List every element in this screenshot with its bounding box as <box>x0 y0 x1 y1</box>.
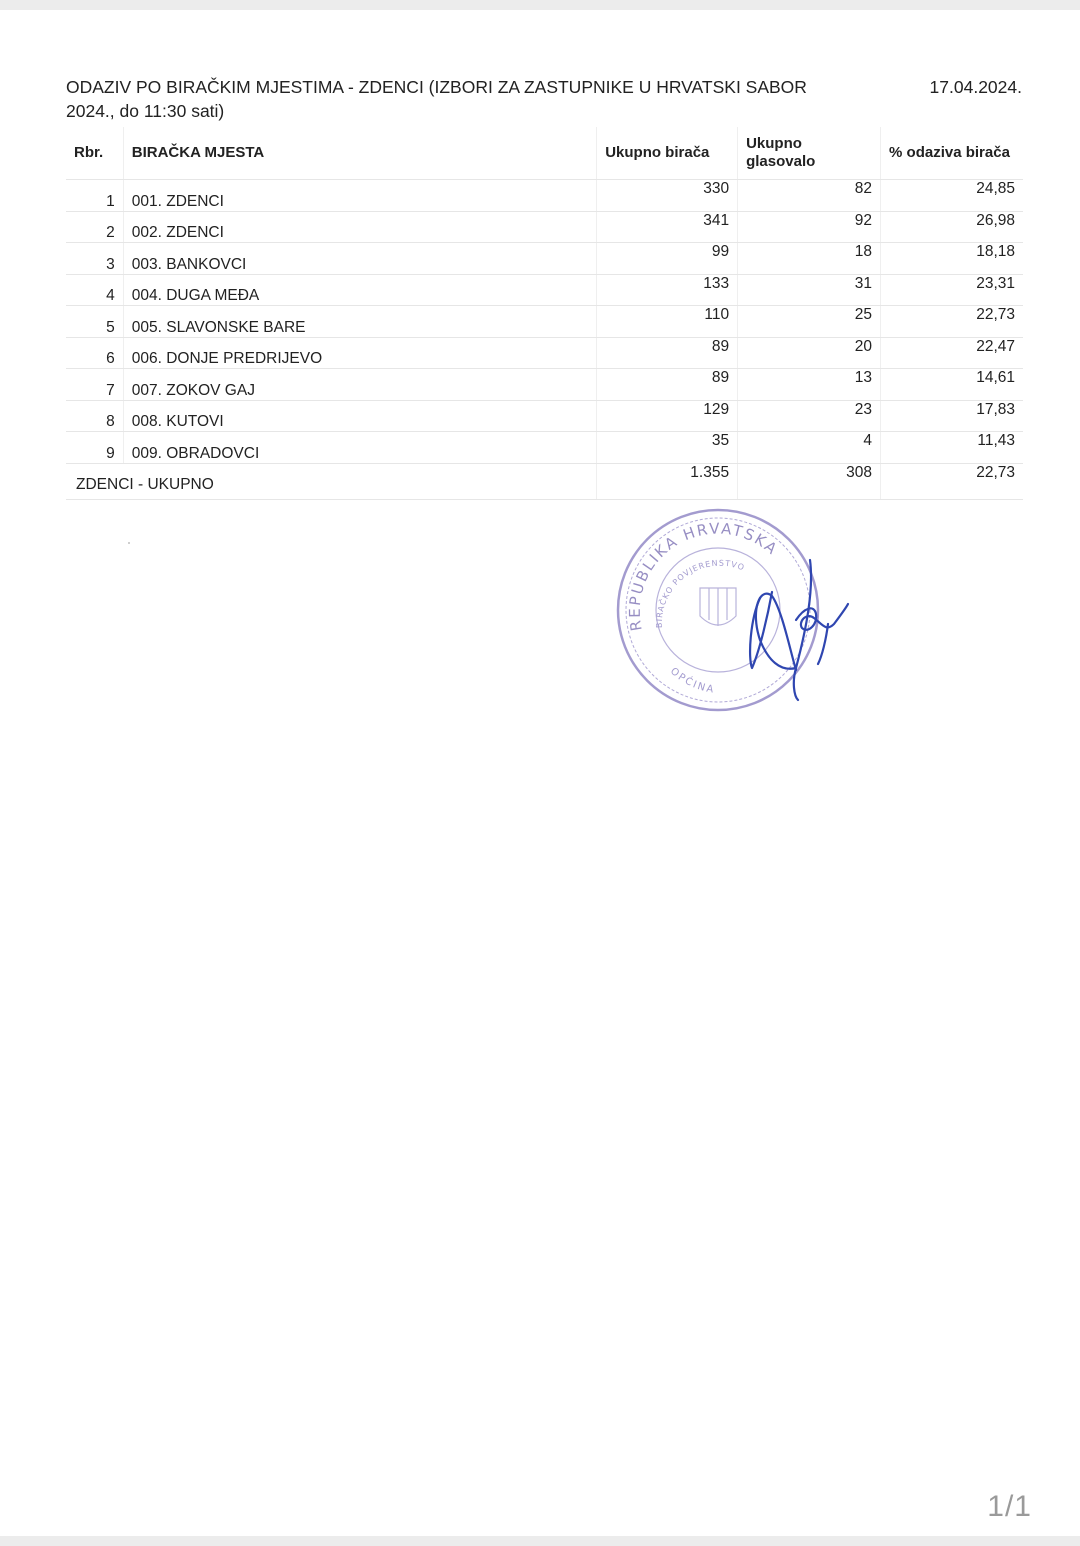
stamp-bottom-text: OPĆINA <box>667 665 717 696</box>
document-page <box>0 10 1080 1536</box>
cell-rbr: 4 <box>66 274 123 306</box>
cell-voters: 129 <box>597 400 738 432</box>
document-title <box>66 75 886 123</box>
cell-voters: 89 <box>597 337 738 369</box>
table-row <box>66 243 1023 275</box>
official-stamp-graphic <box>600 500 860 720</box>
table-row <box>66 369 1023 401</box>
total-voters: 1.355 <box>597 463 738 500</box>
cell-voted: 13 <box>738 369 881 401</box>
header-rbr: Rbr. <box>66 127 123 180</box>
cell-voted: 4 <box>738 432 881 464</box>
cell-voters: 99 <box>597 243 738 275</box>
cell-turnout: 23,31 <box>881 274 1023 306</box>
cell-rbr: 5 <box>66 306 123 338</box>
table-row <box>66 306 1023 338</box>
cell-place: 003. BANKOVCI <box>123 243 596 275</box>
cell-place: 007. ZOKOV GAJ <box>123 369 596 401</box>
stamp-outer-text: REPUBLIKA HRVATSKA <box>625 519 782 633</box>
table-row <box>66 400 1023 432</box>
header-voted: Ukupno glasovalo <box>738 127 881 180</box>
turnout-table <box>66 127 1023 500</box>
cell-voted: 82 <box>738 180 881 212</box>
cell-turnout: 26,98 <box>881 211 1023 243</box>
cell-voters: 330 <box>597 180 738 212</box>
cell-rbr: 9 <box>66 432 123 464</box>
cell-turnout: 22,73 <box>881 306 1023 338</box>
cell-place: 002. ZDENCI <box>123 211 596 243</box>
cell-rbr: 1 <box>66 180 123 212</box>
cell-place: 001. ZDENCI <box>123 180 596 212</box>
total-voted: 308 <box>738 463 881 500</box>
total-label: ZDENCI - UKUPNO <box>66 463 597 500</box>
cell-voters: 110 <box>597 306 738 338</box>
scan-speck <box>128 542 130 544</box>
cell-turnout: 22,47 <box>881 337 1023 369</box>
table-header-row <box>66 127 1023 180</box>
cell-voted: 92 <box>738 211 881 243</box>
cell-rbr: 7 <box>66 369 123 401</box>
table-row <box>66 274 1023 306</box>
cell-voted: 18 <box>738 243 881 275</box>
cell-turnout: 18,18 <box>881 243 1023 275</box>
cell-turnout: 11,43 <box>881 432 1023 464</box>
title-line-1: ODAZIV PO BIRAČKIM MJESTIMA - ZDENCI (IZBORI ZA ZASTUPNIKE U HRVATSKI SABOR <box>66 77 807 97</box>
table-total-row <box>66 463 1023 500</box>
cell-rbr: 6 <box>66 337 123 369</box>
cell-voters: 133 <box>597 274 738 306</box>
cell-turnout: 14,61 <box>881 369 1023 401</box>
document-date: 17.04.2024. <box>929 77 1022 97</box>
cell-voted: 23 <box>738 400 881 432</box>
cell-rbr: 3 <box>66 243 123 275</box>
cell-turnout: 17,83 <box>881 400 1023 432</box>
title-line-2: 2024., do 11:30 sati) <box>66 101 225 121</box>
cell-place: 006. DONJE PREDRIJEVO <box>123 337 596 369</box>
cell-voted: 25 <box>738 306 881 338</box>
table-row <box>66 337 1023 369</box>
cell-rbr: 8 <box>66 400 123 432</box>
table-row <box>66 180 1023 212</box>
cell-place: 005. SLAVONSKE BARE <box>123 306 596 338</box>
table-row <box>66 432 1023 464</box>
header-turnout: % odaziva birača <box>881 127 1023 180</box>
cell-place: 008. KUTOVI <box>123 400 596 432</box>
cell-voters: 35 <box>597 432 738 464</box>
table-row <box>66 211 1023 243</box>
cell-voted: 20 <box>738 337 881 369</box>
official-stamp <box>600 500 818 710</box>
stamp-and-signature <box>600 500 860 720</box>
cell-place: 004. DUGA MEĐA <box>123 274 596 306</box>
cell-voters: 89 <box>597 369 738 401</box>
header-voters: Ukupno birača <box>597 127 738 180</box>
cell-rbr: 2 <box>66 211 123 243</box>
coat-of-arms-icon <box>700 588 736 626</box>
cell-voters: 341 <box>597 211 738 243</box>
total-turnout: 22,73 <box>881 463 1023 500</box>
page-indicator: 1/1 <box>987 1490 1032 1523</box>
signature-icon <box>750 560 848 700</box>
header-place: BIRAČKA MJESTA <box>123 127 596 180</box>
stamp-inner-text: BIRAČKO POVJERENSTVO <box>654 558 747 629</box>
cell-place: 009. OBRADOVCI <box>123 432 596 464</box>
cell-voted: 31 <box>738 274 881 306</box>
cell-turnout: 24,85 <box>881 180 1023 212</box>
